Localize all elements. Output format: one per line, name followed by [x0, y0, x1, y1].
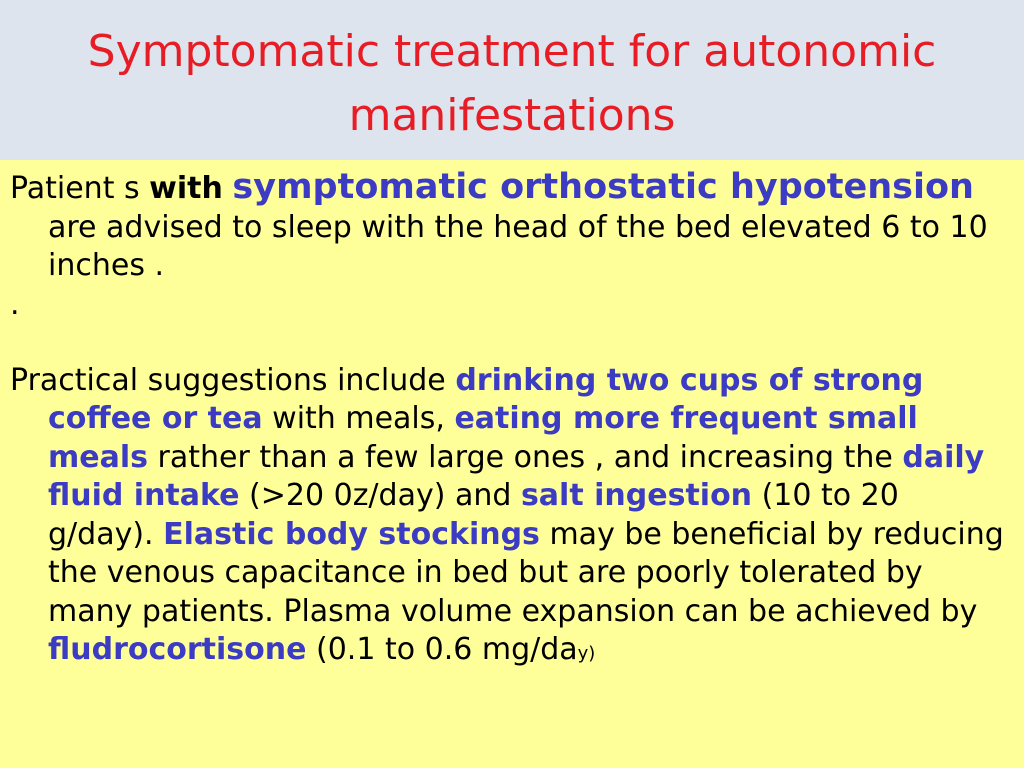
- highlight-coffee: drinking two cups of strong coffee or tea: [48, 362, 924, 436]
- p2-text-8: y): [577, 643, 596, 664]
- slide-body: [10, 168, 1010, 674]
- spacer: [10, 324, 1010, 362]
- p2-text-7: (0.1 to 0.6 mg/da: [306, 632, 578, 667]
- highlight-frequent-meals: eating more frequent small meals: [48, 401, 918, 475]
- slide-title: [0, 20, 1024, 148]
- p2-text-4: (>20 0z/day) and: [239, 478, 521, 513]
- title-line-2: manifestations: [348, 90, 676, 141]
- p2-text-6: may be beneficial by reducing the venous capacitance in bed but are poorly tolerated by many patients. Plasma volume expansion can be achieved by: [48, 516, 1004, 629]
- p2-text-5: (10 to 20 g/day).: [48, 478, 899, 552]
- highlight-orthostatic-hypotension: symptomatic orthostatic hypotension: [232, 167, 974, 207]
- p1-text-2: are advised to sleep with the head of the bed elevated 6 to 10 inches .: [48, 209, 988, 283]
- highlight-salt-ingestion: salt ingestion: [520, 478, 753, 513]
- p2-text-2: with meals,: [262, 401, 455, 436]
- p1-with: with: [149, 171, 223, 206]
- p2-text-3: rather than a few large ones , and increasing the: [148, 439, 903, 475]
- bullet-dot: .: [10, 286, 20, 322]
- title-band: [0, 0, 1024, 160]
- p1-text-1: Patient s: [10, 171, 150, 206]
- highlight-fludrocortisone: fludrocortisone: [48, 632, 307, 667]
- highlight-elastic-stockings: Elastic body stockings: [163, 516, 540, 552]
- p2-text-1: Practical suggestions include: [10, 362, 456, 398]
- paragraph-orthostatic: [10, 168, 1010, 286]
- title-line-1: Symptomatic treatment for autonomic: [87, 26, 937, 77]
- highlight-fluid-intake: daily fluid intake: [48, 439, 985, 513]
- p1-space: [223, 171, 233, 206]
- paragraph-practical-suggestions: [10, 362, 1010, 674]
